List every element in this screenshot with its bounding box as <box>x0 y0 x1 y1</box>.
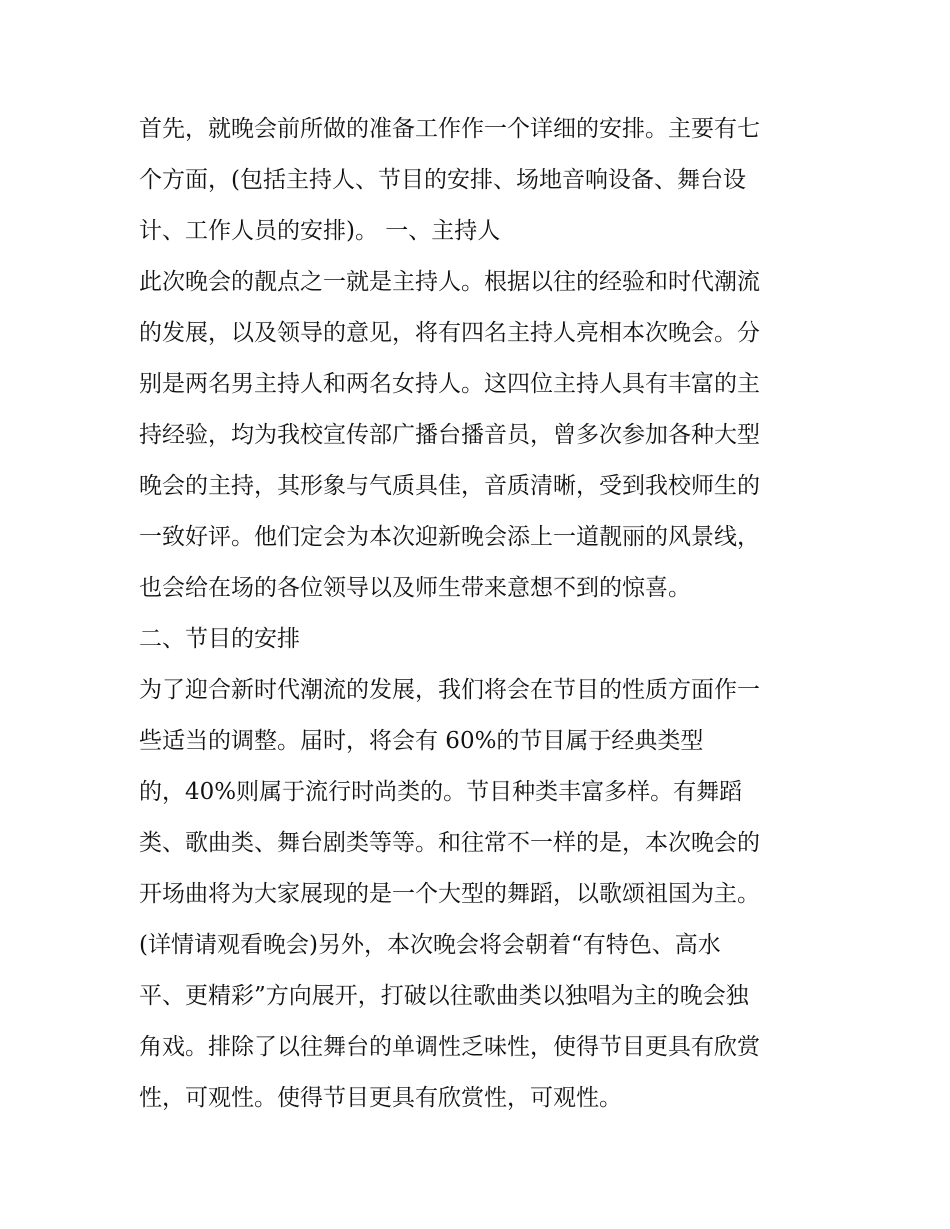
text-line: 计、工作人员的安排)。 一、主持人 <box>139 218 501 244</box>
text-line: 首先，就晚会前所做的准备工作作一个详细的安排。主要有七 <box>139 116 760 142</box>
text-line: 些适当的调整。届时，将会有 60%的节目属于经典类型 <box>139 728 704 754</box>
text-line: 类、歌曲类、舞台剧类等等。和往常不一样的是，本次晚会的 <box>139 830 760 856</box>
text-line: 的，40%则属于流行时尚类的。节目种类丰富多样。有舞蹈 <box>139 779 743 805</box>
text-line: 的发展，以及领导的意见，将有四名主持人亮相本次晚会。分 <box>139 320 760 346</box>
text-line: 角戏。排除了以往舞台的单调性乏味性，使得节目更具有欣赏 <box>139 1034 760 1060</box>
text-line: 平、更精彩”方向展开，打破以往歌曲类以独唱为主的晚会独 <box>139 983 749 1009</box>
text-line: 开场曲将为大家展现的是一个大型的舞蹈，以歌颂祖国为主。 <box>139 881 760 907</box>
text-line: 别是两名男主持人和两名女持人。这四位主持人具有丰富的主 <box>139 371 760 397</box>
document-body <box>139 104 829 1124</box>
text-line: 此次晚会的靓点之一就是主持人。根据以往的经验和时代潮流 <box>139 269 760 295</box>
text-line: 个方面，(包括主持人、节目的安排、场地音响设备、舞台设 <box>139 167 746 193</box>
text-line: 一致好评。他们定会为本次迎新晚会添上一道靓丽的风景线， <box>139 524 760 550</box>
text-line: 持经验，均为我校宣传部广播台播音员，曾多次参加各种大型 <box>139 422 760 448</box>
section-heading: 二、节目的安排 <box>139 626 300 652</box>
text-line: 为了迎合新时代潮流的发展，我们将会在节目的性质方面作一 <box>139 677 760 703</box>
text-line: 晚会的主持，其形象与气质具佳，音质清晰，受到我校师生的 <box>139 473 760 499</box>
text-line: (详情请观看晚会)另外，本次晚会将会朝着“有特色、高水 <box>139 932 721 958</box>
text-line: 性，可观性。使得节目更具有欣赏性，可观性。 <box>139 1085 622 1111</box>
text-line: 也会给在场的各位领导以及师生带来意想不到的惊喜。 <box>139 575 691 601</box>
